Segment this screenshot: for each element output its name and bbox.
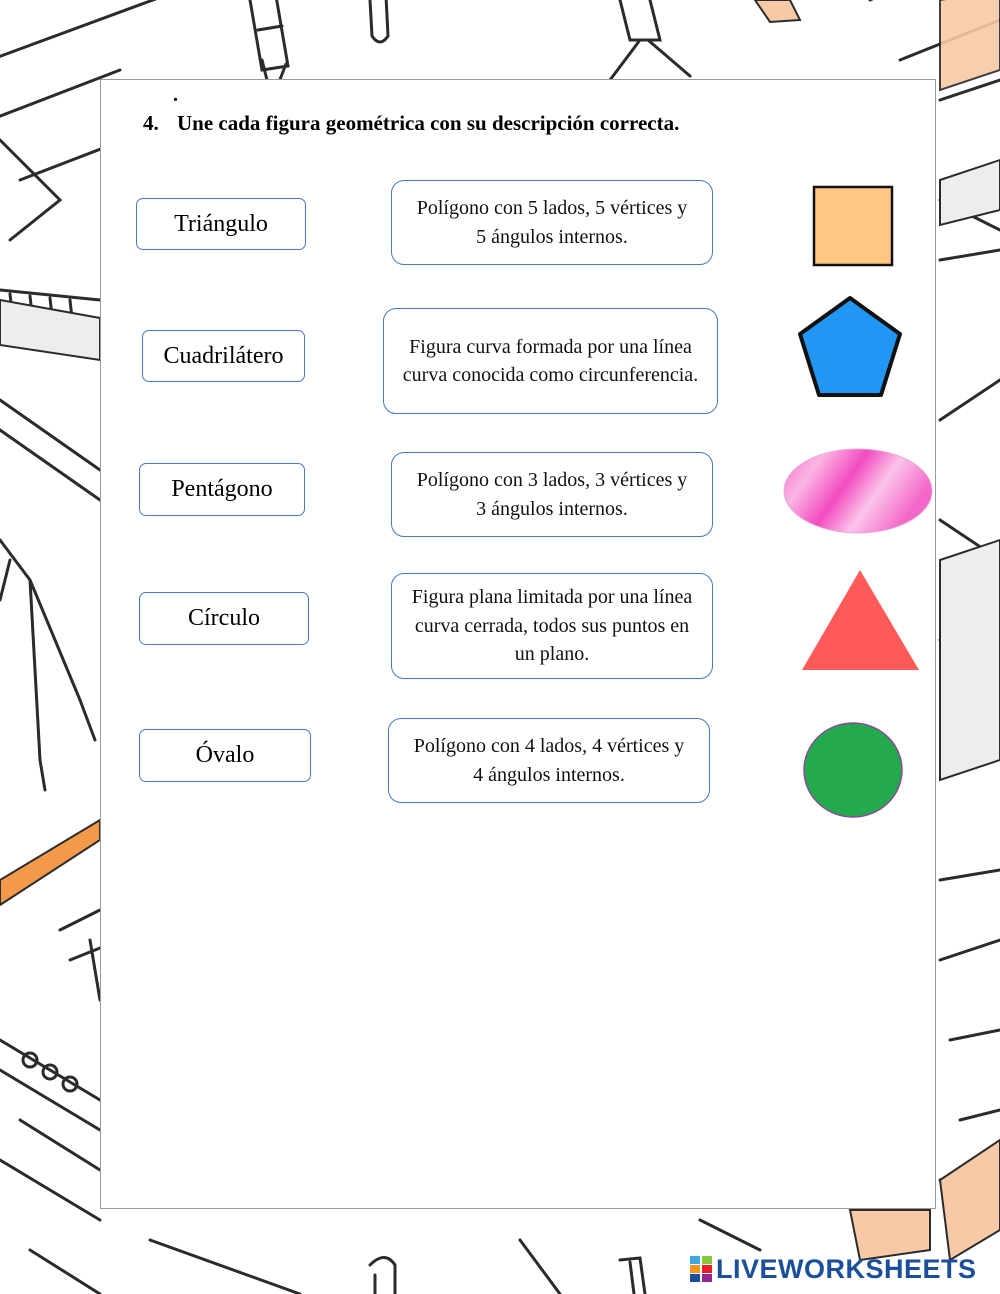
- oval-icon[interactable]: [781, 445, 935, 537]
- pentagon-icon[interactable]: [795, 294, 905, 400]
- name-box-pentagono[interactable]: Pentágono: [139, 463, 305, 516]
- description-box-1[interactable]: Polígono con 5 lados, 5 vértices y 5 ángulos internos.: [391, 180, 713, 265]
- question-text: Une cada figura geométrica con su descripción correcta.: [177, 111, 680, 135]
- name-box-cuadrilatero[interactable]: Cuadrilátero: [142, 330, 305, 382]
- description-box-3[interactable]: Polígono con 3 lados, 3 vértices y 3 ángulos internos.: [391, 452, 713, 537]
- liveworksheets-logo: [690, 1253, 977, 1285]
- circle-fill: [804, 723, 902, 817]
- triangle-fill: [802, 570, 919, 670]
- oval-fill: [784, 449, 932, 533]
- name-box-circulo[interactable]: Círculo: [139, 592, 309, 645]
- dot-mark: .: [173, 84, 178, 106]
- pentagon-fill: [800, 298, 900, 395]
- name-box-ovalo[interactable]: Óvalo: [139, 729, 311, 782]
- logo-mark-icon: [690, 1256, 712, 1282]
- square-icon[interactable]: [811, 184, 895, 268]
- question-heading: [143, 111, 679, 136]
- description-box-2[interactable]: Figura curva formada por una línea curva conocida como circunferencia.: [383, 308, 718, 414]
- question-number: 4.: [143, 111, 159, 135]
- square-fill: [814, 187, 892, 265]
- triangle-icon[interactable]: [801, 568, 921, 672]
- description-box-4[interactable]: Figura plana limitada por una línea curva cerrada, todos sus puntos en un plano.: [391, 573, 713, 679]
- name-box-triangulo[interactable]: Triángulo: [136, 198, 306, 250]
- circle-icon[interactable]: [801, 720, 905, 820]
- description-box-5[interactable]: Polígono con 4 lados, 4 vértices y 4 ángulos internos.: [388, 718, 710, 803]
- worksheet-page: [100, 79, 936, 1209]
- logo-text: LIVEWORKSHEETS: [716, 1253, 977, 1284]
